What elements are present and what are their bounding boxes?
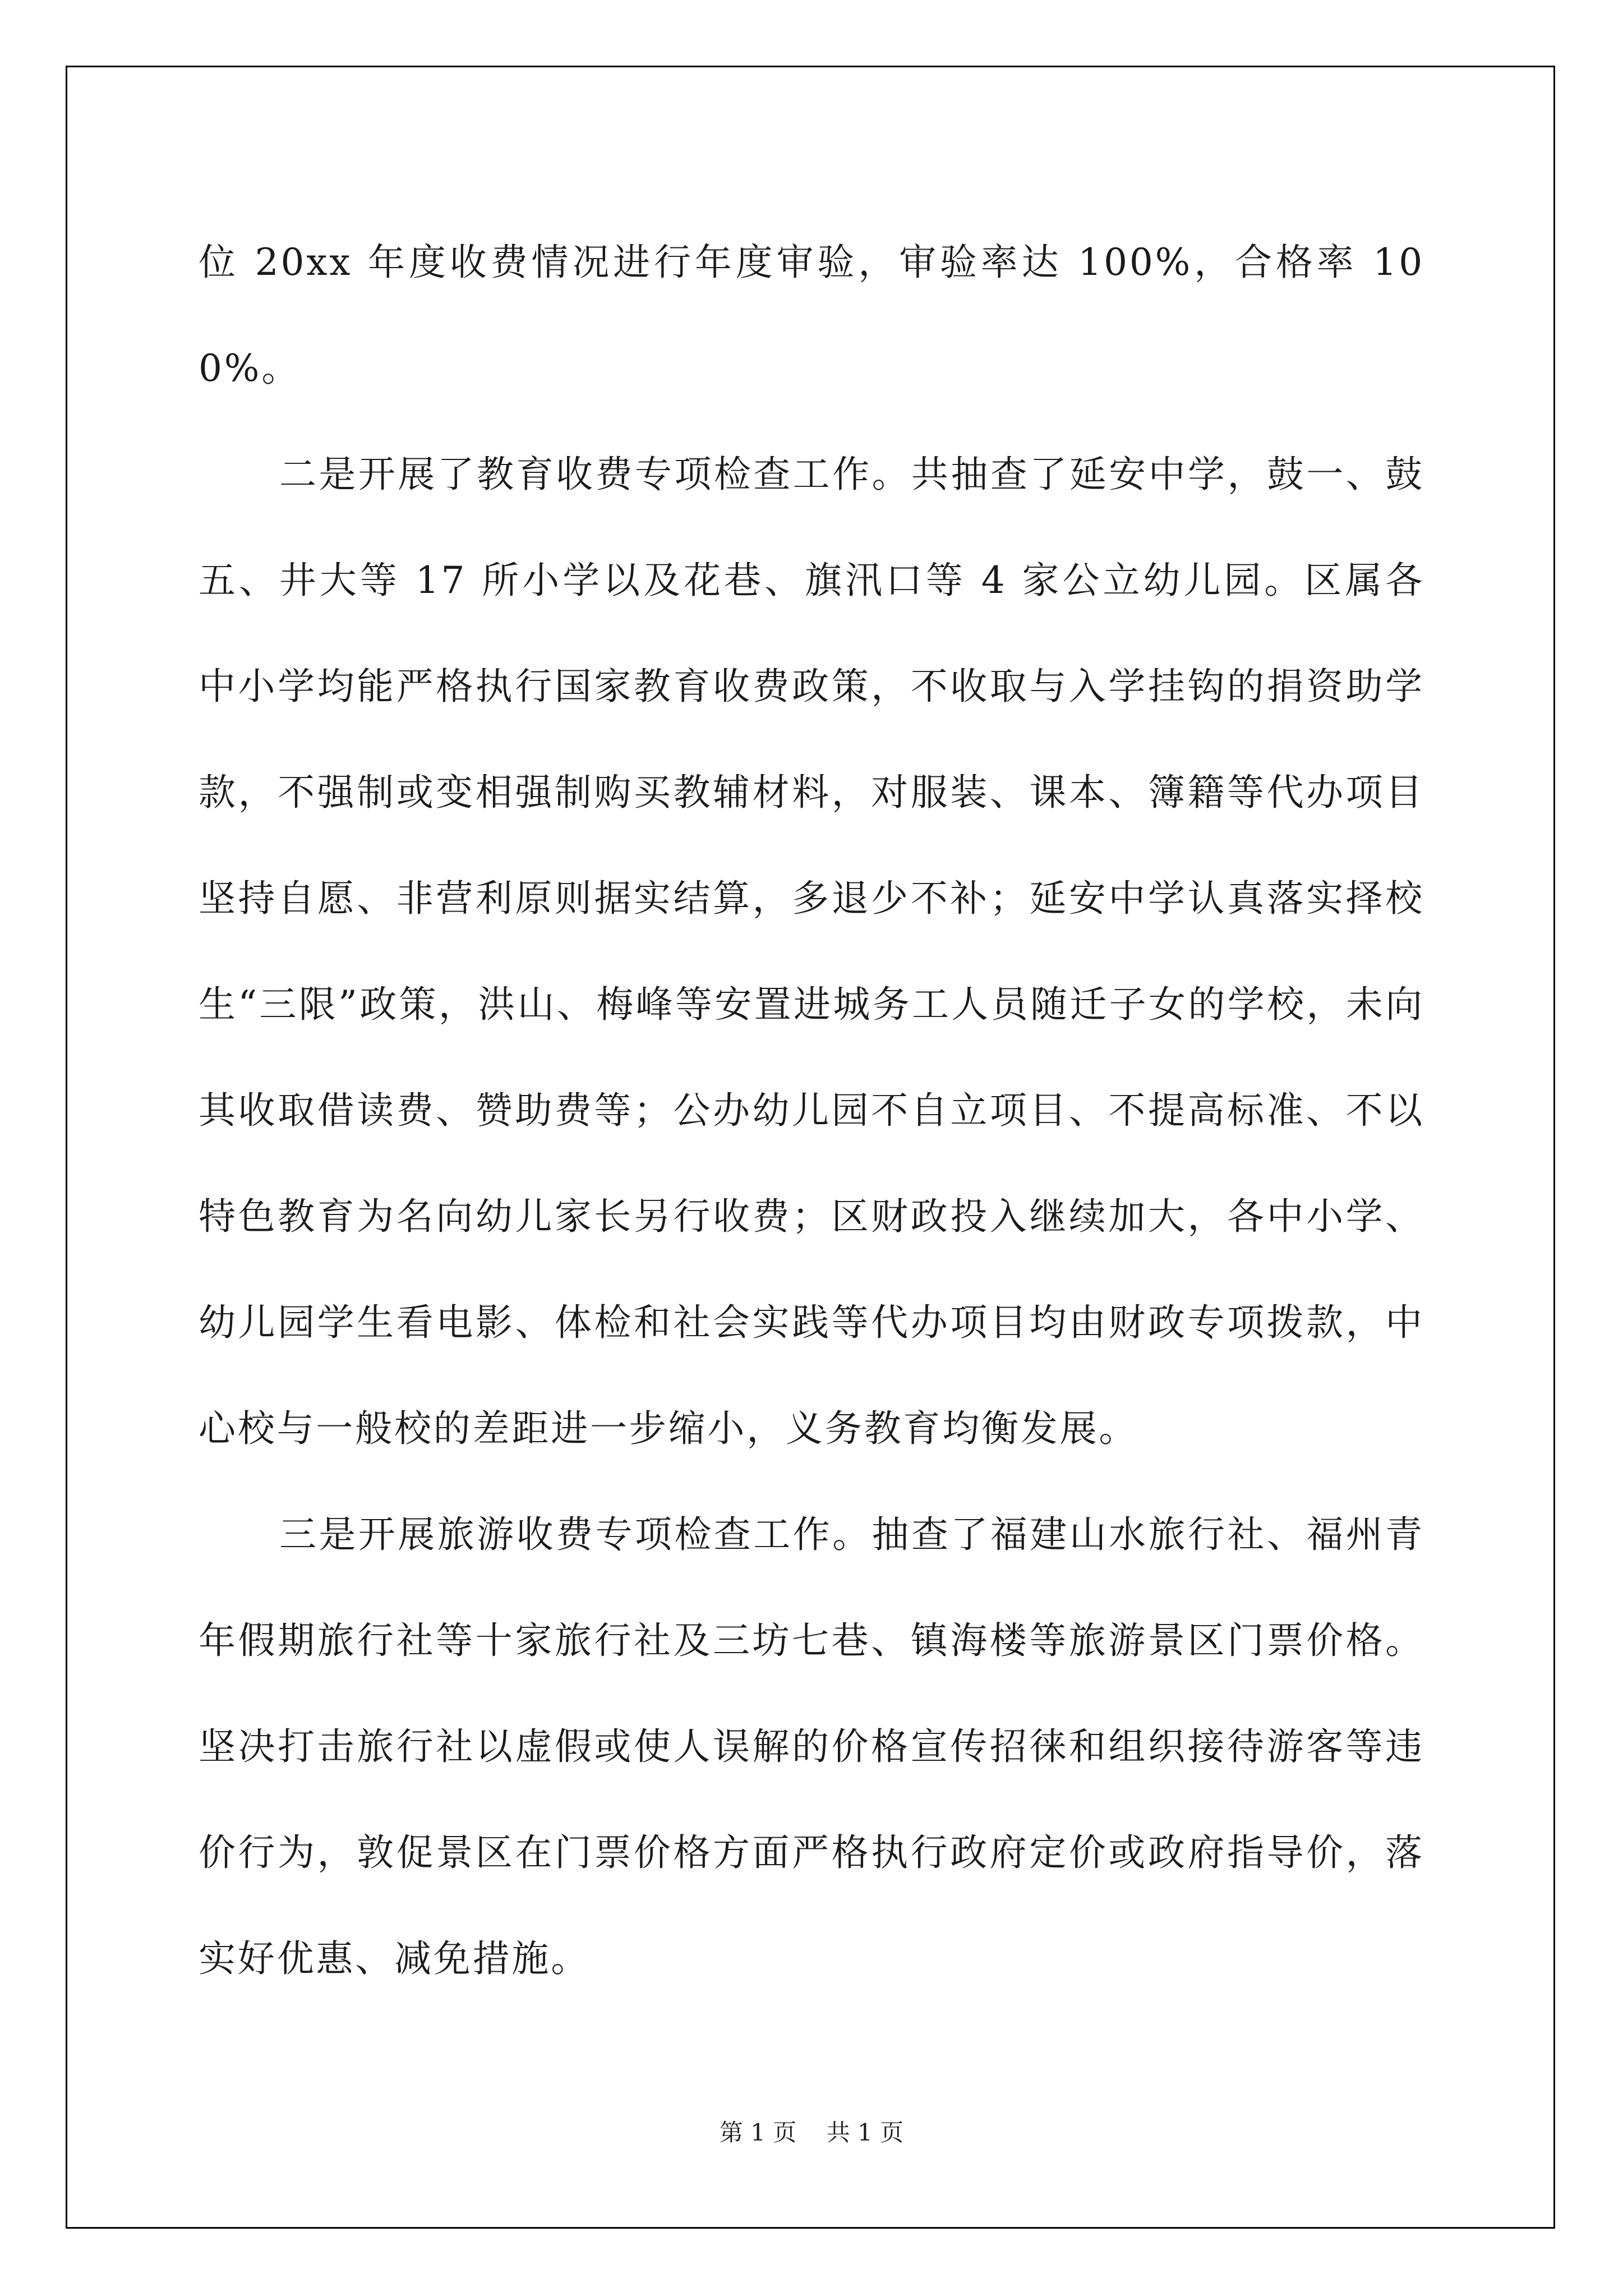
paragraph-3: 三是开展旅游收费专项检查工作。抽查了福建山水旅行社、福州青年假期旅行社等十家旅行社及三坊七巷、镇海楼等旅游景区门票价格。坚决打击旅行社以虚假或使人误解的价格宣传招徕和组织接待游客等违价行为，敦促景区在门票价格方面严格执行政府定价或政府指导价，落实好优惠、减免措施。 [199, 1513, 1424, 1980]
page-number-label: 第 1 页 共 1 页 [719, 2119, 904, 2146]
paragraph-1: 位 20xx 年度收费情况进行年度审验，审验率达 100%，合格率 100%。 [199, 241, 1424, 390]
paragraph-2: 二是开展了教育收费专项检查工作。共抽查了延安中学，鼓一、鼓五、井大等 17 所小学以及花巷、旗汛口等 4 家公立幼儿园。区属各中小学均能严格执行国家教育收费政策，不收取与入学挂钩的捐资助学款，不强制或变相强制购买教辅材料，对服装、课本、簿籍等代办项目坚持自愿、非营利原则据实结算，多退少不补；延安中学认真落实择校生“三限”政策，洪山、梅峰等安置进城务工人员随迁子女的学校，未向其收取借读费、赞助费等；公办幼儿园不自立项目、不提高标准、不以特色教育为名向幼儿家长另行收费；区财政投入继续加大，各中小学、幼儿园学生看电影、体检和社会实践等代办项目均由财政专项拨款，中心校与一般校的差距进一步缩小，义务教育均衡发展。 [199, 453, 1424, 1450]
page-footer [0, 2116, 1623, 2150]
document-body [199, 209, 1424, 2012]
